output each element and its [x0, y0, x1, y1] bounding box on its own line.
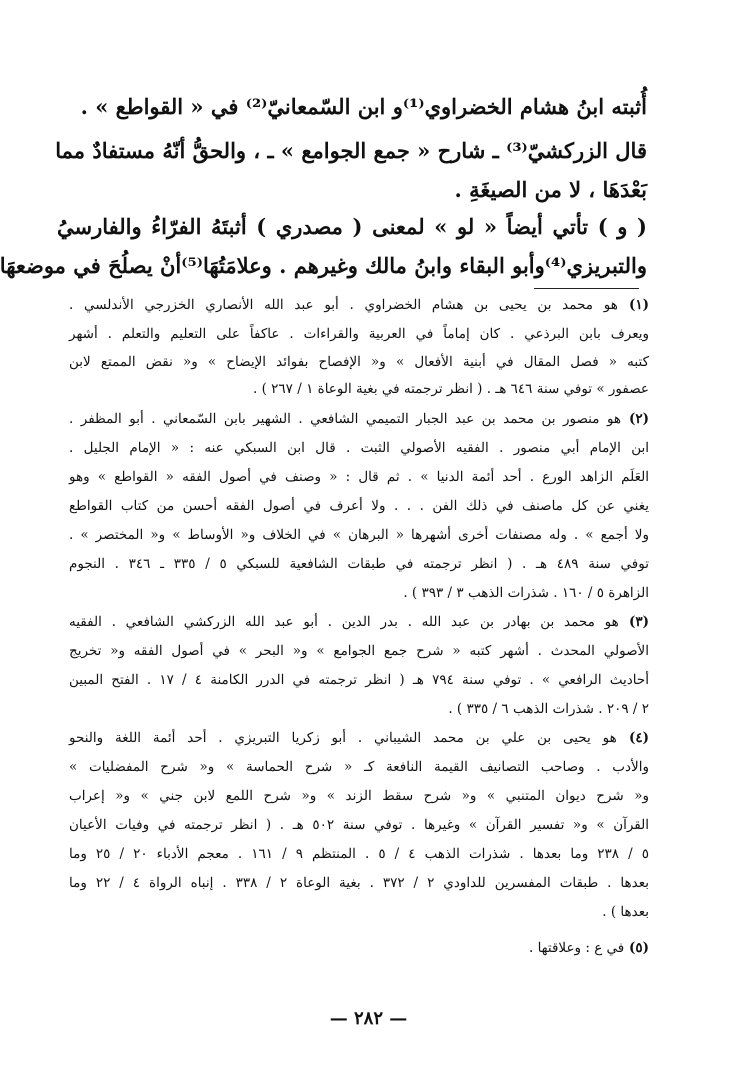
footnote-line — [69, 442, 649, 456]
footnote-text: توفي سنة ٤٨٩ هـ . ( انظر ترجمته في طبقات الشافعية للسبكي ٥ / ٣٣٥ ـ ٣٤٦ . النجوم — [69, 556, 649, 572]
footnote-text: هو منصور بن محمد بن عبد الجبار التميمي الشافعي . الشهير بابن السّمعاني . أبو المظفر . — [69, 411, 622, 427]
footnote-line — [69, 942, 649, 956]
footnote-text: هو يحيى بن علي بن محمد الشيباني . أبو زكريا التبريزي . أحد أئمة اللغة والنحو — [69, 730, 617, 746]
footnote-text: الأصولي المحدث . أشهر كتبه « شرح جمع الجوامع » و« البحر » في أصول الفقه و« تخريج — [69, 643, 649, 659]
footnote-line — [69, 328, 649, 342]
footnote-text: الزاهرة ٥ / ١٦٠ . شذرات الذهب ٣ / ٣٩٣ ) . — [403, 585, 649, 601]
footnote-text: بعدها . طبقات المفسرين للداودي ٢ / ٣٧٢ . بغية الوعاة ٢ / ٣٣٨ . إنباه الرواة ٤ / ٢٢ وما — [69, 875, 649, 891]
footnote-text: هو محمد بن يحيى بن هشام الخضراوي . أبو عبد الله الأنصاري الخزرجي الأندلسي . — [69, 297, 618, 313]
footnote-text: القرآن » و« تفسير القرآن » وغيرها . توفي سنة ٥٠٢ هـ . ( انظر ترجمته في وفيات الأعيان — [69, 817, 649, 833]
main-text-line-4: ( و ) تأتي أيضاً « لو » لمعنى ( مصدري ) أثبتَهُ الفرّاءُ والفارسيُ — [57, 214, 647, 239]
footnote-text: ٢ / ٢٠٩ . شذرات الذهب ٦ / ٣٣٥ ) . — [448, 701, 649, 717]
footnote-number: (١) — [617, 297, 649, 313]
main-text-line-5: والتبريزي⁽⁴⁾وأبو البقاء وابنُ مالك وغيرهم . وعلامَتُهَا⁽⁵⁾أنْ يصلُحَ في موضعهَا — [0, 253, 647, 278]
page-number: — ٢٨٢ — — [329, 1008, 408, 1029]
footnote-line — [69, 819, 649, 833]
footnote-line — [69, 587, 649, 601]
footnote-line — [69, 500, 649, 514]
main-text-line-1: أُثبته ابنُ هشام الخضراوي⁽¹⁾و ابن السّمعانيّ⁽²⁾ في « القواطع » . — [80, 94, 647, 119]
footnote-text: والأدب . وصاحب التصانيف القيمة النافعة كـ « شرح الحماسة » و« شرح المفضليات » — [69, 759, 649, 775]
footnote-text: يغني عن كل ماصنف في ذلك الفن . . . ولا أعرف في أصول الفقه أحسن من كتاب القواطع — [69, 498, 649, 514]
footnote-line — [69, 761, 649, 775]
footnote-line — [69, 674, 649, 688]
footnote-line — [69, 790, 649, 804]
footnote-line — [69, 703, 649, 717]
footnote-line — [69, 558, 649, 572]
footnote-text: و« شرح ديوان المتنبي » و« شرح سقط الزند » و« شرح اللمع لابن جني » و« إعراب — [69, 788, 649, 804]
footnote-number: (٤) — [616, 730, 649, 746]
footnote-text: عصفور » توفي سنة ٦٤٦ هـ . ( انظر ترجمته في بغية الوعاة ١ / ٢٦٧ ) . — [253, 381, 649, 397]
footnote-line — [69, 906, 649, 920]
footnote-line — [69, 299, 649, 313]
footnote-text: ٥ / ٢٣٨ وما بعدها . شذرات الذهب ٤ / ٥ . المنتظم ٩ / ١٦١ . معجم الأدباء ٢٠ / ٢٥ وما — [69, 846, 649, 862]
footnote-line — [69, 732, 649, 746]
footnote-text: العَلَم الزاهد الورع . أحد أئمة الدنيا » . ثم قال : « وصنف في أصول الفقه « القواطع » وهو — [69, 469, 649, 485]
footnote-text: كتبه « فصل المقال في أبنية الأفعال » و« الإفصاح بفوائد الإيضاح » و« نقض الممتع لابن — [69, 354, 649, 370]
footnote-text: ابن الإمام أبي منصور . الفقيه الأصولي الثبت . قال ابن السبكي عنه : « الإمام الجليل . — [69, 440, 649, 456]
footnote-line — [69, 529, 649, 543]
footnote-number: (٢) — [621, 411, 649, 427]
footnote-line — [69, 413, 649, 427]
footnote-number: (٥) — [624, 940, 649, 956]
footnote-line — [69, 383, 649, 397]
footnote-line — [69, 645, 649, 659]
footnote-line — [69, 471, 649, 485]
main-text-line-2: قال الزركشيّ⁽³⁾ ـ شارح « جمع الجوامع » ـ ، والحقُّ أنّهُ مستفادٌ مما — [55, 138, 647, 163]
footnote-text: هو محمد بن بهادر بن عبد الله . بدر الدين . أبو عبد الله الزركشي الشافعي . الفقيه — [69, 614, 619, 630]
main-text-line-3: بَعْدَهَا ، لا من الصيغَةِ . — [454, 177, 647, 202]
footnote-text: ويعرف بابن البرذعي . كان إماماً في العربية والقراءات . عاكفاً على التعليم والتعلم . أشهر — [69, 326, 649, 342]
footnote-text: ولا أجمع » . وله مصنفات أخرى أشهرها « البرهان » في الخلاف و« الأوساط » و« المختصر » . — [69, 527, 649, 543]
footnote-line — [69, 616, 649, 630]
footnote-line — [69, 877, 649, 891]
footnote-line — [69, 356, 649, 370]
footnote-separator — [534, 288, 639, 289]
footnote-line — [69, 848, 649, 862]
footnote-text: في ع : وعلاقتها . — [528, 940, 625, 956]
footnote-number: (٣) — [618, 614, 649, 630]
footnote-text: بعدها ) . — [602, 904, 649, 920]
footnote-text: أحاديث الرافعي » . توفي سنة ٧٩٤ هـ ( انظر ترجمته في الدرر الكامنة ٤ / ١٧ . الفتح المبين — [69, 672, 649, 688]
